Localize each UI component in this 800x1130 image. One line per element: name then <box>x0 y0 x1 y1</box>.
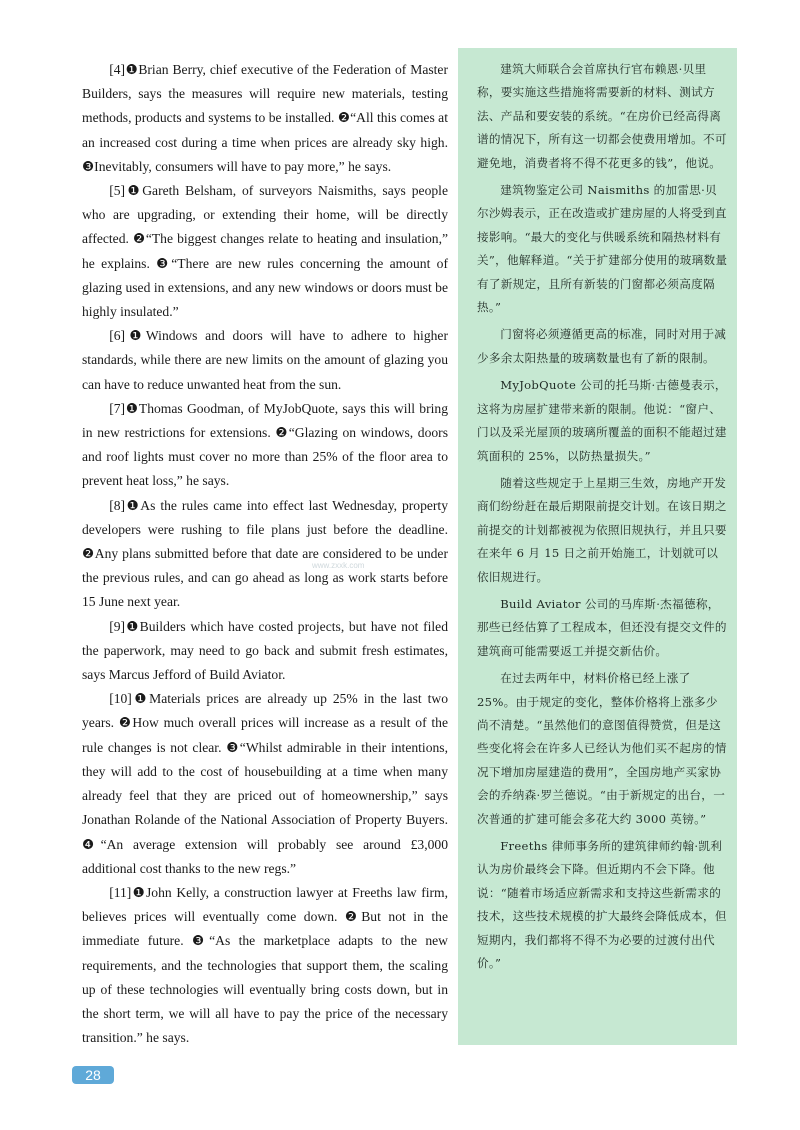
zh-paragraph-8: 随着这些规定于上星期三生效，房地产开发商们纷纷赶在最后期限前提交计划。在该日期之前提交的计划都被视为依照旧规执行，并且只要在来年 6 月 15 日之前开始施工，计划就可以依旧规进行。 <box>477 475 727 584</box>
zh-paragraph-5: 建筑物鉴定公司 Naismiths 的加雷思·贝尔沙姆表示，正在改造或扩建房屋的人将受到直接影响。“最大的变化与供暖系统和隔热材料有关”，他解释道。“关于扩建部分使用的玻璃数量有了新规定，且所有新装的门窗都必须高度隔热。” <box>477 183 728 315</box>
chinese-translation-panel <box>458 48 737 1045</box>
en-paragraph-10: [10]❶Materials prices are already up 25% in the last two years. ❷How much overall prices will increase as a result of the rule changes is not clear. ❸“Whilst admirable in their intentions, they will add to the cost of housebuilding at a time when many already feel that they are priced out of homeownership,” says Jonathan Rolande of the National Association of Property Buyers. ❹“An average extension will probably see around £3,000 additional cost thanks to the new regs.” <box>82 691 448 876</box>
en-paragraph-5: [5]❶Gareth Belsham, of surveyors Naismiths, says people who are upgrading, or extending their home, will be directly affected. ❷“The biggest changes relate to heating and insulation,” he explains. ❸“There are new rules concerning the amount of glazing used in extensions, and any new windows or doors must be highly insulated.” <box>82 183 448 320</box>
en-paragraph-9: [9]❶Builders which have costed projects, but have not filed the paperwork, may need to go back and submit fresh estimates, says Marcus Jefford of Build Aviator. <box>82 618 448 683</box>
zh-paragraph-7: MyJobQuote 公司的托马斯·古德曼表示，这将为房屋扩建带来新的限制。他说：“窗户、门以及采光屋顶的玻璃所覆盖的面积不能超过建筑面积的 25%，以防热量损失。” <box>477 378 727 463</box>
en-paragraph-8: [8]❶As the rules came into effect last Wednesday, property developers were rushing to file plans just before the deadline. ❷Any plans submitted before that date are considered to be under the previous rules, and can go ahead as long as work starts before 15 June next year. <box>82 497 448 610</box>
zh-paragraph-10: 在过去两年中，材料价格已经上涨了25%。由于规定的变化，整体价格将上涨多少尚不清楚。“虽然他们的意图值得赞赏，但是这些变化将会在许多人已经认为他们买不起房的情况下增加房屋建造的费用”，全国房地产买家协会的乔纳森·罗兰德说。“由于新规定的出台，一次普通的扩建可能会多花大约 3000 英镑。” <box>477 671 727 826</box>
en-paragraph-11: [11]❶John Kelly, a construction lawyer at Freeths law firm, believes prices will eventually come down. ❷But not in the immediate future. ❸“As the marketplace adapts to the new requirements, and the technologies that support them, the scaling up of these technologies will eventually bring costs down, but in the short term, we will all have to pay the price of the necessary transition.” he says. <box>82 884 448 1046</box>
zh-paragraph-9: Build Aviator 公司的马库斯·杰福德称，那些已经估算了工程成本，但还没有提交文件的建筑商可能需要返工并提交新估价。 <box>477 596 727 658</box>
english-article-column <box>82 58 448 1050</box>
en-paragraph-7: [7]❶Thomas Goodman, of MyJobQuote, says this will bring in new restrictions for extensions. ❷“Glazing on windows, doors and roof lights must cover no more than 25% of the floor area to prevent heat loss,” he says. <box>82 400 448 489</box>
zh-paragraph-11: Freeths 律师事务所的建筑律师约翰·凯利认为房价最终会下降。但近期内不会下降。他说：“随着市场适应新需求和支持这些新需求的技术，这些技术规模的扩大最终会降低成本，但短期内，我们都将不得不为必要的过渡付出代价。” <box>477 839 727 971</box>
watermark: www.zxxk.com <box>312 561 365 570</box>
en-paragraph-4: [4]❶Brian Berry, chief executive of the Federation of Master Builders, says the measures will require new materials, testing methods, products and systems to be installed. ❷“All this comes at an increased cost during a time when prices are already sky high. ❸Inevitably, consumers will have to pay more,” he says. <box>82 62 448 174</box>
zh-paragraph-6: 门窗将必须遵循更高的标准，同时对用于减少多余太阳热量的玻璃数量也有了新的限制。 <box>477 327 727 365</box>
en-paragraph-6: [6]❶Windows and doors will have to adhere to higher standards, while there are new limits on the amount of glazing you can have to reduce unwanted heat from the sun. <box>82 328 448 392</box>
zh-paragraph-4: 建筑大师联合会首席执行官布赖恩·贝里称，要实施这些措施将需要新的材料、测试方法、产品和要安装的系统。“在房价已经高得离谱的情况下，所有这一切都会使费用增加。不可避免地，消费者将不得不花更多的钱”，他说。 <box>477 62 727 170</box>
page-number-badge: 28 <box>72 1066 114 1084</box>
